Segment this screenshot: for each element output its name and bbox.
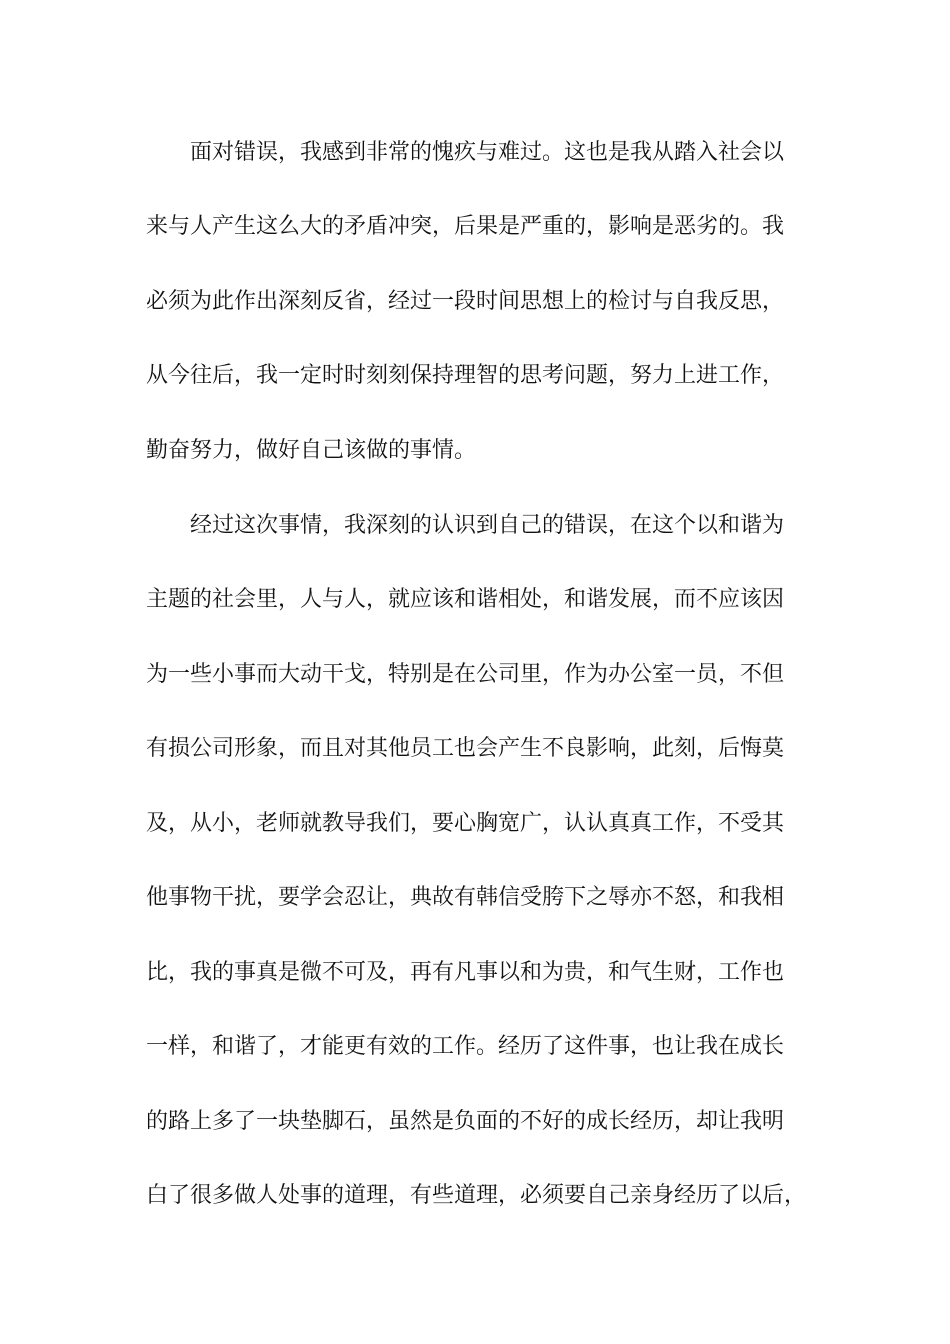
paragraph-2-line-4: 有损公司形象，而且对其他员工也会产生不良影响，此刻，后悔莫 <box>146 736 785 761</box>
paragraph-2-line-3: 为一些小事而大动干戈，特别是在公司里，作为办公室一员，不但 <box>146 662 785 687</box>
paragraph-1-line-4: 从今往后，我一定时时刻刻保持理智的思考问题，努力上进工作， <box>146 363 785 388</box>
paragraph-2-line-8: 一样，和谐了，才能更有效的工作。经历了这件事，也让我在成长 <box>146 1034 785 1059</box>
paragraph-2-line-5: 及，从小，老师就教导我们，要心胸宽广，认认真真工作，不受其 <box>146 811 785 836</box>
paragraph-1-line-5: 勤奋努力，做好自己该做的事情。 <box>146 438 477 463</box>
paragraph-2-line-1: 经过这次事情，我深刻的认识到自己的错误，在这个以和谐为 <box>190 513 785 538</box>
paragraph-1-line-3: 必须为此作出深刻反省，经过一段时间思想上的检讨与自我反思， <box>146 289 785 314</box>
paragraph-2-line-2: 主题的社会里，人与人，就应该和谐相处，和谐发展，而不应该因 <box>146 587 785 612</box>
paragraph-2-line-7: 比，我的事真是微不可及，再有凡事以和为贵，和气生财，工作也 <box>146 960 785 985</box>
paragraph-2-line-10: 白了很多做人处事的道理，有些道理，必须要自己亲身经历了以后， <box>146 1183 807 1208</box>
paragraph-2-line-6: 他事物干扰，要学会忍让，典故有韩信受胯下之辱亦不怒，和我相 <box>146 885 785 910</box>
paragraph-1-line-2: 来与人产生这么大的矛盾冲突，后果是严重的，影响是恶劣的。我 <box>146 214 785 239</box>
paragraph-1-line-1: 面对错误，我感到非常的愧疚与难过。这也是我从踏入社会以 <box>190 140 785 165</box>
paragraph-2-line-9: 的路上多了一块垫脚石，虽然是负面的不好的成长经历，却让我明 <box>146 1109 785 1134</box>
